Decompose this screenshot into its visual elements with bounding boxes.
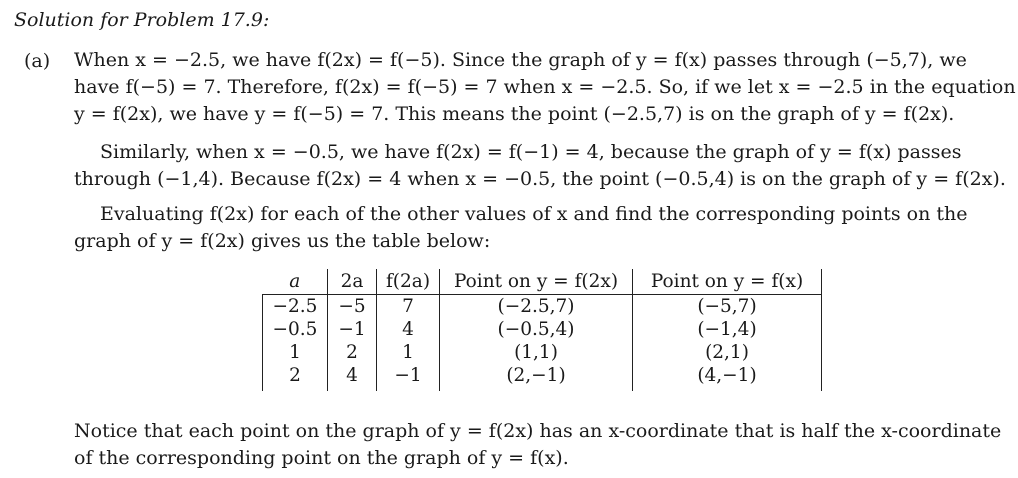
cell-point-f2x: (2,−1) <box>440 364 633 391</box>
para2-line-1: Similarly, when x = −0.5, we have f(2x) = f(−1) = 4, because the graph of y = f(x) passes <box>100 141 962 163</box>
header-point-fx: Point on y = f(x) <box>633 269 822 295</box>
solution-heading: Solution for Problem 17.9: <box>14 9 270 31</box>
para1-line-2: have f(−5) = 7. Therefore, f(2x) = f(−5) = 7 when x = −2.5. So, if we let x = −2.5 in the equation <box>74 76 1016 98</box>
cell-a: 2 <box>263 364 328 391</box>
cell-2a: 2 <box>328 341 377 364</box>
header-a: a <box>263 269 328 295</box>
table-row <box>263 341 822 364</box>
para1-line-3: y = f(2x), we have y = f(−5) = 7. This means the point (−2.5,7) is on the graph of y = f(2x). <box>74 103 955 125</box>
cell-point-fx: (4,−1) <box>633 364 822 391</box>
cell-a: −0.5 <box>263 318 328 341</box>
cell-f2a: 4 <box>377 318 440 341</box>
cell-2a: −1 <box>328 318 377 341</box>
cell-point-f2x: (1,1) <box>440 341 633 364</box>
cell-2a: 4 <box>328 364 377 391</box>
cell-a: 1 <box>263 341 328 364</box>
cell-f2a: −1 <box>377 364 440 391</box>
cell-point-fx: (2,1) <box>633 341 822 364</box>
values-table <box>262 269 822 391</box>
table-row <box>263 295 822 319</box>
cell-2a: −5 <box>328 295 377 319</box>
cell-a: −2.5 <box>263 295 328 319</box>
header-2a: 2a <box>328 269 377 295</box>
cell-point-f2x: (−0.5,4) <box>440 318 633 341</box>
table-row <box>263 318 822 341</box>
cell-point-f2x: (−2.5,7) <box>440 295 633 319</box>
para3-line-1: Evaluating f(2x) for each of the other values of x and find the corresponding points on the <box>100 203 968 225</box>
para1-line-1: When x = −2.5, we have f(2x) = f(−5). Since the graph of y = f(x) passes through (−5,7), we <box>74 49 967 71</box>
para2-line-2: through (−1,4). Because f(2x) = 4 when x = −0.5, the point (−0.5,4) is on the graph of y = f(2x). <box>74 168 1006 190</box>
cell-point-fx: (−5,7) <box>633 295 822 319</box>
table-row <box>263 364 822 391</box>
part-label: (a) <box>24 50 51 72</box>
table-header-row <box>263 269 822 295</box>
para4-line-2: of the corresponding point on the graph of y = f(x). <box>74 447 569 469</box>
header-point-f2x: Point on y = f(2x) <box>440 269 633 295</box>
header-f2a: f(2a) <box>377 269 440 295</box>
cell-f2a: 1 <box>377 341 440 364</box>
cell-f2a: 7 <box>377 295 440 319</box>
para4-line-1: Notice that each point on the graph of y = f(2x) has an x-coordinate that is half the x-coordinate <box>74 420 1002 442</box>
cell-point-fx: (−1,4) <box>633 318 822 341</box>
para3-line-2: graph of y = f(2x) gives us the table below: <box>74 230 491 252</box>
